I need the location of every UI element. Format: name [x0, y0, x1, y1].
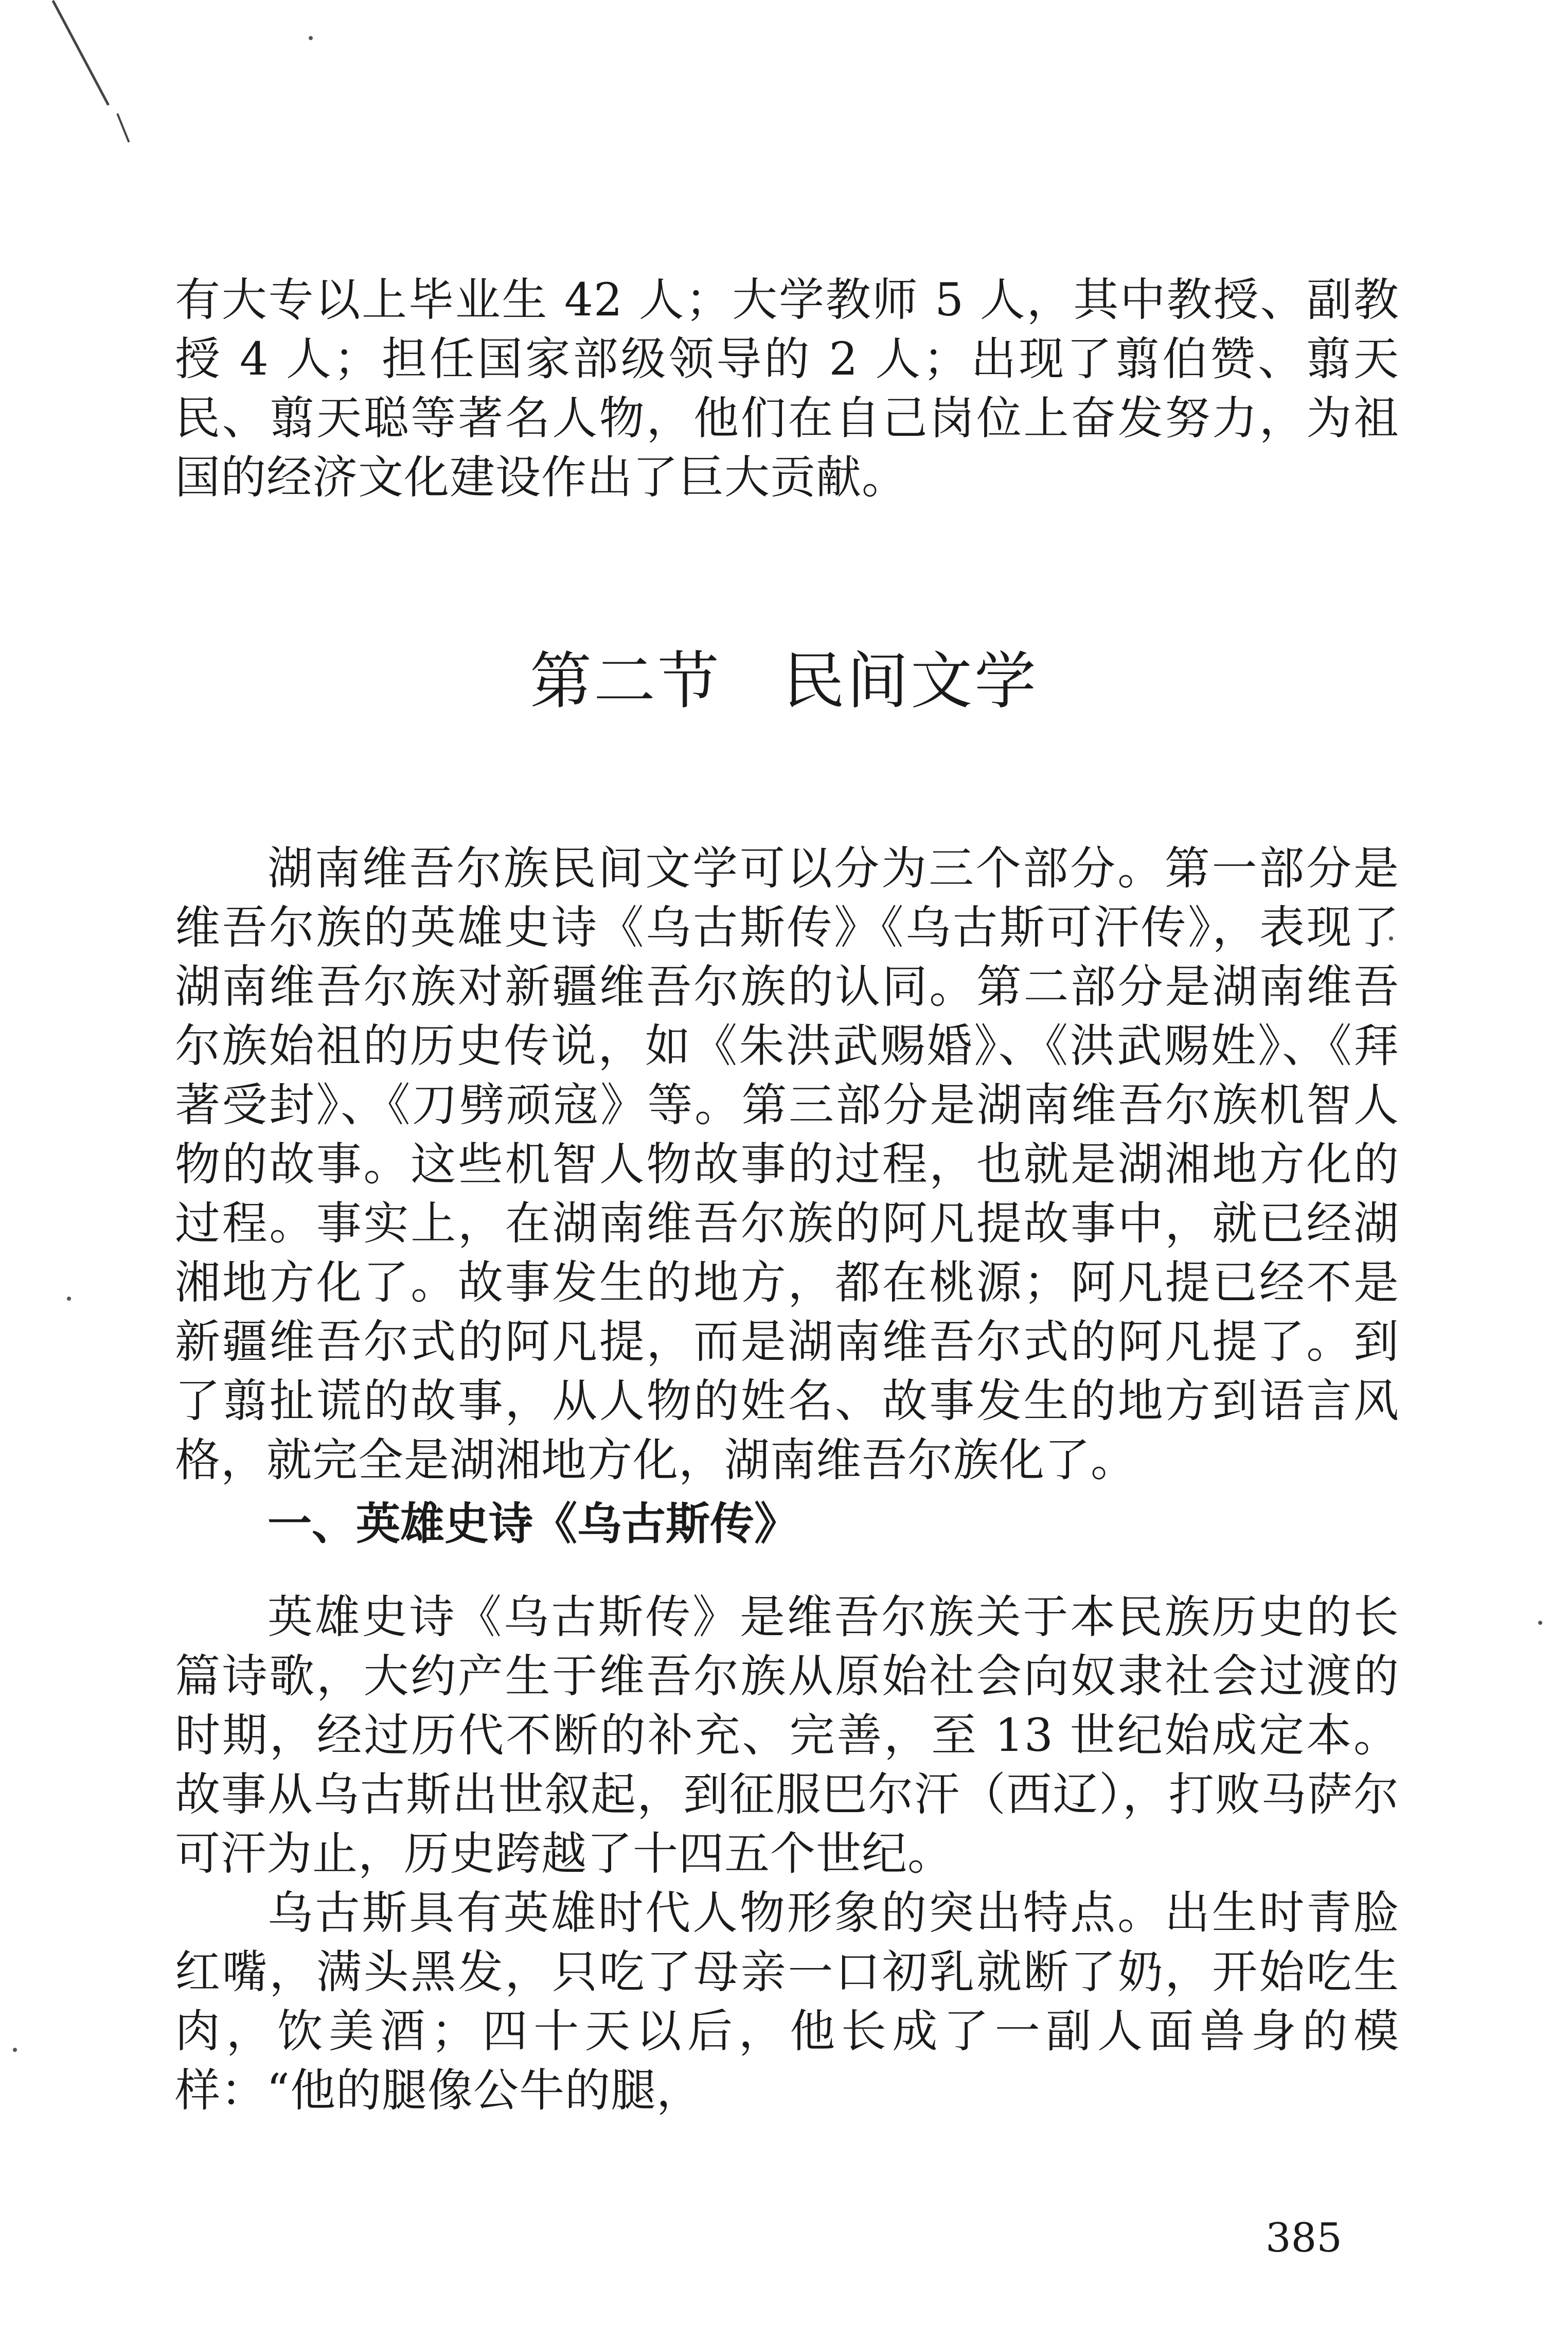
section-name: 民间文学: [783, 646, 1038, 717]
section-title: [0, 643, 1568, 720]
scan-speck: [309, 36, 313, 40]
scan-speck: [13, 2048, 17, 2052]
section-text-block: [175, 839, 1399, 1490]
intro-text-block: [175, 270, 1399, 507]
page-number: 385: [1266, 2215, 1342, 2261]
scan-artifact-line: [52, 0, 110, 105]
epic-paragraph-1: 英雄史诗《乌古斯传》是维吾尔族关于本民族历史的长篇诗歌，大约产生于维吾尔族从原始社会向奴隶社会过渡的时期，经过历代不断的补充、完善，至 13 世纪始成定本。故事从乌古斯出世叙起，到征服巴尔汗（西辽），打败马萨尔可汗为止，历史跨越了十四五个世纪。: [175, 1590, 1399, 1880]
subsection-heading: 一、英雄史诗《乌古斯传》: [268, 1498, 798, 1550]
scan-speck: [67, 1297, 71, 1301]
scan-artifact-line: [116, 113, 130, 143]
intro-paragraph: 有大专以上毕业生 42 人；大学教师 5 人，其中教授、副教授 4 人；担任国家部级领导的 2 人；出现了翦伯赞、翦天民、翦天聪等著名人物，他们在自己岗位上奋发努力，为祖国的经济文化建设作出了巨大贡献。: [175, 273, 1399, 504]
epic-text-block: [175, 1587, 1399, 2120]
epic-paragraph-2: 乌古斯具有英雄时代人物形象的突出特点。出生时青脸红嘴，满头黑发，只吃了母亲一口初乳就断了奶，开始吃生肉，饮美酒；四十天以后，他长成了一副人面兽身的模样：“他的腿像公牛的腿，: [175, 1886, 1399, 2117]
section-number: 第二节: [530, 646, 721, 717]
scan-speck: [1538, 1621, 1542, 1625]
section-paragraph: 湖南维吾尔族民间文学可以分为三个部分。第一部分是维吾尔族的英雄史诗《乌古斯传》《乌古斯可汗传》，表现了湖南维吾尔族对新疆维吾尔族的认同。第二部分是湖南维吾尔族始祖的历史传说，如《朱洪武赐婚》、《洪武赐姓》、《拜著受封》、《刀劈顽寇》等。第三部分是湖南维吾尔族机智人物的故事。这些机智人物故事的过程，也就是湖湘地方化的过程。事实上，在湖南维吾尔族的阿凡提故事中，就已经湖湘地方化了。故事发生的地方，都在桃源；阿凡提已经不是新疆维吾尔式的阿凡提，而是湖南维吾尔式的阿凡提了。到了翦扯谎的故事，从人物的姓名、故事发生的地方到语言风格，就完全是湖湘地方化，湖南维吾尔族化了。: [175, 842, 1399, 1486]
